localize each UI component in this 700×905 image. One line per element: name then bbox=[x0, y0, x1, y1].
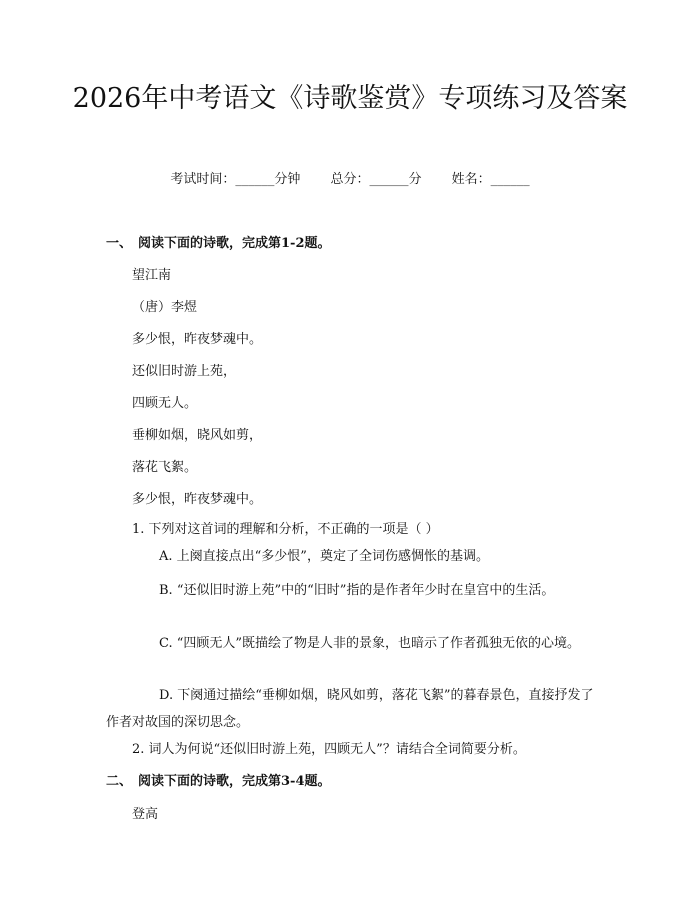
poem-line: 落花飞絮。 bbox=[132, 460, 198, 475]
poem-author: （唐）李煜 bbox=[132, 300, 198, 315]
poem-2-title: 登高 bbox=[132, 807, 159, 822]
section-2-number: 二、 bbox=[106, 774, 133, 789]
option-a: A. 上阕直接点出“多少恨”，奠定了全词伤感惆怅的基调。 bbox=[159, 549, 489, 564]
option-d: D. 下阕通过描绘“垂柳如烟，晓风如剪，落花飞絮”的暮春景色，直接抒发了作者对故国的深切思念。 bbox=[106, 688, 594, 730]
section-1-number: 一、 bbox=[106, 236, 133, 251]
poem-line: 四顾无人。 bbox=[132, 396, 198, 411]
poem-title: 望江南 bbox=[132, 268, 172, 283]
poem-line: 多少恨，昨夜梦魂中。 bbox=[132, 332, 263, 347]
poem-line: 多少恨，昨夜梦魂中。 bbox=[132, 492, 263, 507]
student-name: 姓名：______ bbox=[451, 172, 530, 187]
option-c: C. “四顾无人”既描绘了物是人非的景象，也暗示了作者孤独无依的心境。 bbox=[159, 636, 581, 651]
total-score: 总分：______分 bbox=[330, 172, 422, 187]
section-1-heading bbox=[106, 232, 331, 251]
document-title: 2026年中考语文《诗歌鉴赏》专项练习及答案 bbox=[72, 83, 628, 114]
question-2: 2. 词人为何说“还似旧时游上苑，四顾无人”？请结合全词简要分析。 bbox=[132, 742, 526, 757]
question-1: 1. 下列对这首词的理解和分析，不正确的一项是（ ） bbox=[132, 522, 439, 537]
exam-info bbox=[0, 168, 700, 187]
exam-time: 考试时间：______分钟 bbox=[170, 172, 301, 187]
option-b: B. “还似旧时游上苑”中的“旧时”指的是作者年少时在皇宫中的生活。 bbox=[159, 583, 555, 598]
poem-line: 还似旧时游上苑， bbox=[132, 364, 237, 379]
section-2-heading bbox=[106, 770, 331, 789]
poem-line: 垂柳如烟，晓风如剪， bbox=[132, 428, 263, 443]
section-1-instruction: 阅读下面的诗歌，完成第1-2题。 bbox=[138, 236, 331, 251]
section-2-instruction: 阅读下面的诗歌，完成第3-4题。 bbox=[138, 774, 331, 789]
